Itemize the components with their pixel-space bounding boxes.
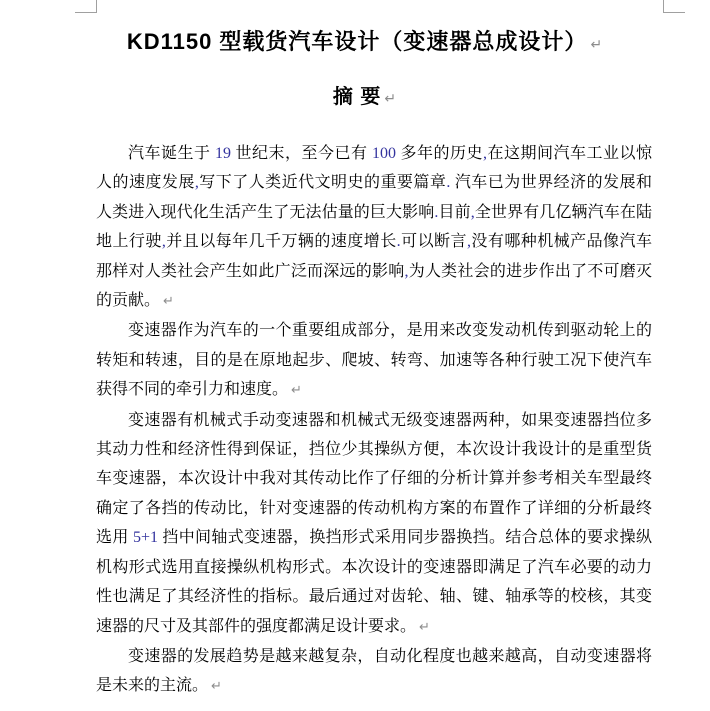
abstract-body: [96, 139, 652, 702]
cjk-text: 写下了人类近代文明史的重要篇章: [198, 174, 447, 192]
paragraph: [96, 406, 652, 642]
latin-text: 19: [210, 145, 236, 162]
latin-text: .: [434, 203, 439, 221]
cjk-text: 世纪末，至今已有: [235, 145, 368, 162]
paragraph: [96, 316, 652, 405]
cjk-text: 挡中间轴式变速器，换挡形式采用同步器换挡。结合总体的要求操纵机构形式选用直接操纵机构形式。本次设计的变速器即满足了汽车必要的动力性也满足了其经济性的指标。最后通过对齿轮、轴、键、轴承等的校核，其变速器的尺寸及其部件的强度都满足设计要求。: [96, 529, 652, 635]
document-title: [82, 28, 648, 59]
paragraph: [96, 642, 652, 702]
latin-text: ,: [404, 262, 409, 280]
cjk-text: 汽车诞生于: [128, 145, 211, 162]
cjk-text: 变速器有机械式手动变速器和机械式无级变速器两种，如果变速器挡位多其动力性和经济性得到保证，挡位少其操纵方便，本次设计我设计的是重型货车变速器，本次设计中我对其传动比作了仔细的分析计算并参考相关车型最终确定了各挡的传动比，针对变速器的传动机构方案的布置作了详细的分析最终选用: [96, 411, 652, 547]
cjk-text: 变速器的发展趋势是越来越复杂，自动化程度也越来越高，自动变速器将是未来的主流。: [96, 647, 652, 695]
cjk-text: 为人类社会的进步作出了不可磨灭的贡献。: [96, 262, 652, 310]
latin-text: 5+1: [128, 529, 163, 547]
cjk-text: 汽车已为世界经济的发展和人类进入现代化生活产生了无法估量的巨大影响: [96, 174, 652, 221]
cjk-text: 可以断言: [400, 233, 467, 251]
abstract-heading: [82, 84, 648, 112]
latin-text: ,: [483, 145, 487, 162]
cjk-text: 并且以每年几千万辆的速度增长: [165, 233, 397, 251]
paragraph: [96, 139, 652, 316]
cjk-text: 全世界有几亿辆汽车在陆地上行驶: [96, 203, 652, 251]
latin-text: ,: [466, 233, 471, 251]
abstract-heading-text: 摘 要: [332, 86, 382, 108]
document-title-text: KD1150 型载货汽车设计（变速器总成设计）: [126, 29, 588, 54]
latin-text: .: [396, 233, 401, 251]
latin-text: ,: [470, 203, 475, 221]
paragraph-mark-icon: ↵: [384, 91, 398, 107]
cjk-text: 目前: [438, 203, 471, 221]
latin-text: ,: [161, 233, 166, 251]
cjk-text: 多年的历史: [400, 145, 483, 162]
paragraph-mark-icon: ↵: [590, 37, 604, 53]
cjk-text: 在这期间汽车工业以惊人的速度发展: [96, 145, 652, 192]
margin-corner-mark-top-left: [75, 0, 97, 13]
paragraph-mark-icon: ↵: [291, 383, 302, 399]
paragraph-mark-icon: ↵: [211, 679, 222, 695]
latin-text: 100: [367, 145, 401, 162]
cjk-text: 变速器作为汽车的一个重要组成部分，是用来改变发动机传到驱动轮上的转矩和转速，目的是在原地起步、爬坡、转弯、加速等各种行驶工况下使汽车获得不同的牵引力和速度。: [96, 322, 652, 399]
cjk-text: 没有哪种机械产品像汽车那样对人类社会产生如此广泛而深远的影响: [96, 233, 652, 280]
paragraph-mark-icon: ↵: [163, 294, 174, 310]
margin-corner-mark-top-right: [663, 0, 685, 13]
latin-text: ,: [194, 174, 199, 192]
latin-text: .: [446, 174, 455, 192]
paragraph-mark-icon: ↵: [419, 619, 430, 635]
